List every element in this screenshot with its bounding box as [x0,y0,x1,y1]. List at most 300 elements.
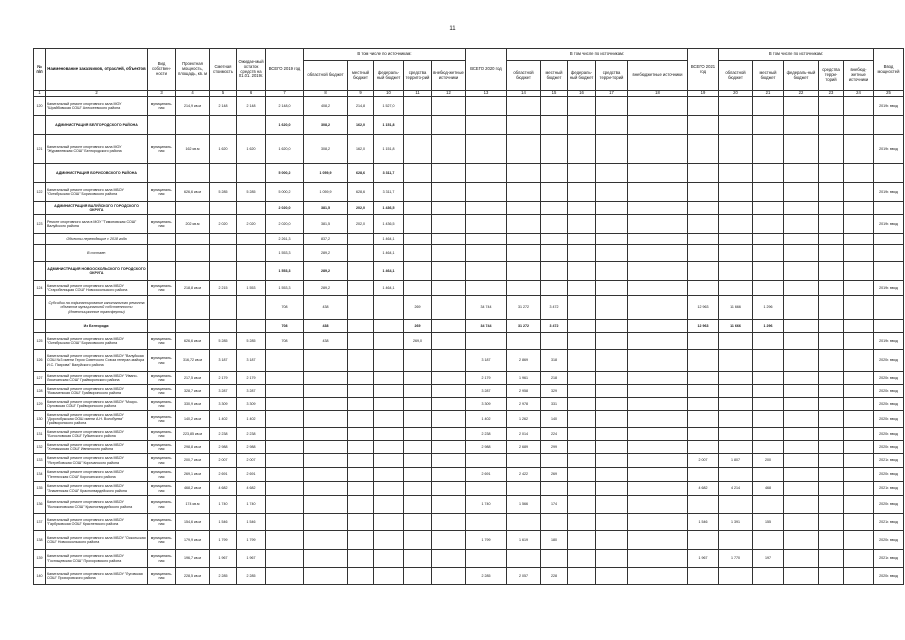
table-cell [541,202,568,215]
table-cell [568,514,596,531]
table-cell [784,531,819,550]
table-cell [568,398,596,411]
table-cell [507,514,541,531]
table-cell [874,245,904,262]
table-cell [348,454,374,468]
column-number-cell: 21 [753,91,784,97]
table-cell [432,428,466,441]
table-cell [348,262,374,281]
table-row [34,568,904,585]
table-cell: 224 [541,428,568,441]
table-cell [784,262,819,281]
table-cell [753,441,784,454]
table-cell [784,281,819,296]
table-cell [719,97,753,116]
table-cell [753,496,784,514]
table-row [34,482,904,496]
table-cell: 468 [753,482,784,496]
table-cell: 2 958 [507,385,541,398]
group-header-2021: В том числе по источникам: [719,49,874,61]
table-cell: 2 020,0 [266,215,304,234]
object-name-cell: Капитальный ремонт спортивного зала МБОУ "Оскольская СОШ" Новооскольского района [46,531,148,550]
table-cell: 2 238 [210,428,237,441]
table-cell [719,385,753,398]
table-cell [719,428,753,441]
object-name-cell: Капитальный ремонт спортивного зала МОУ "Журавлевская СОШ" Белгородского района [46,135,148,164]
table-cell [784,482,819,496]
table-cell [628,372,688,385]
table-cell [466,281,507,296]
table-cell: 1 402 [237,411,266,428]
table-cell [304,411,348,428]
table-cell: 2 238 [237,428,266,441]
table-cell [568,183,596,202]
table-cell [784,97,819,116]
table-cell [266,441,304,454]
table-cell [784,514,819,531]
column-number-cell: 17 [596,91,628,97]
table-row [34,372,904,385]
table-cell: 269,1 кв.м [176,468,210,482]
table-cell [628,135,688,164]
table-cell [507,281,541,296]
table-cell: 202,0 [348,202,374,215]
table-cell: 2 020,0 [266,202,304,215]
table-cell [784,135,819,164]
table-cell [507,454,541,468]
table-cell [784,550,819,568]
table-cell [237,296,266,320]
table-cell [688,215,719,234]
table-cell: 2 014 [507,428,541,441]
table-cell [266,385,304,398]
table-cell: 228 [541,568,568,585]
table-cell [466,215,507,234]
table-cell [176,296,210,320]
page-number: 11 [449,26,456,32]
table-cell [596,514,628,531]
table-cell: муниципаль-ная [148,550,176,568]
table-cell [348,550,374,568]
object-name-cell: Капитальный ремонт спортивного зала МБОУ "Луговская СОШ" Прохоровского района [46,568,148,585]
table-cell [596,135,628,164]
table-cell [404,202,432,215]
table-cell [404,398,432,411]
table-cell [466,116,507,135]
table-cell: 837,2 [304,234,348,245]
table-cell: 11 666 [719,320,753,333]
table-cell [844,97,874,116]
table-cell [568,202,596,215]
table-cell: 289,2 [304,262,348,281]
table-cell [753,281,784,296]
table-cell [568,428,596,441]
object-name-cell: АДМИНИСТРАЦИЯ БОРИСОВСКОГО РАЙОНА [46,164,148,183]
table-cell: 3 287 [466,385,507,398]
table-cell [819,164,844,183]
table-cell: 196,7 кв.м [176,550,210,568]
table-cell [844,183,874,202]
table-cell [844,550,874,568]
col-header-regional-2020: областной бюджет [507,61,541,91]
table-cell: 5 000,2 [266,164,304,183]
table-cell: 2 285 [466,568,507,585]
table-cell: 331 [541,398,568,411]
table-cell [819,116,844,135]
table-cell [541,514,568,531]
table-cell: 11 666 [719,296,753,320]
table-cell [541,454,568,468]
table-cell [507,234,541,245]
table-cell [568,411,596,428]
table-cell: муниципаль-ная [148,97,176,116]
table-cell: 381,5 [304,215,348,234]
table-cell: 1 770 [719,550,753,568]
table-cell: 197 [753,550,784,568]
table-cell [596,234,628,245]
table-cell: 2020г. ввод [874,568,904,585]
table-cell: 137 [34,514,46,531]
table-cell: 2 988 [466,441,507,454]
table-cell [348,245,374,262]
table-cell [753,164,784,183]
table-cell [266,454,304,468]
table-cell [596,454,628,468]
column-number-cell: 23 [819,91,844,97]
table-cell [753,97,784,116]
table-cell [507,135,541,164]
table-cell: 133 [34,454,46,468]
table-cell: 2 007 [237,454,266,468]
table-cell [148,202,176,215]
table-cell [374,454,404,468]
table-cell: 128 [34,385,46,398]
table-cell [404,262,432,281]
table-row [34,531,904,550]
table-cell [176,202,210,215]
table-cell [568,454,596,468]
table-cell [237,202,266,215]
table-cell: 2020г. ввод [874,411,904,428]
table-cell: 4 682 [210,482,237,496]
table-cell [819,333,844,350]
table-row [34,468,904,482]
table-cell [688,262,719,281]
table-cell [432,531,466,550]
table-cell [688,385,719,398]
table-cell [404,245,432,262]
column-number-cell: 12 [432,91,466,97]
table-cell [404,350,432,372]
table-cell [266,350,304,372]
table-cell [432,398,466,411]
table-cell [348,320,374,333]
table-cell: 2 148 [237,97,266,116]
table-cell [266,482,304,496]
col-header-local-2020: местный бюджет [541,61,568,91]
table-cell [432,496,466,514]
table-cell: 1 799 [466,531,507,550]
table-section-row [34,296,904,320]
table-cell [874,320,904,333]
object-name-cell: Капитальный ремонт спортивного зала МБОУ "Знаменская СОШ" Красногвардейского района [46,482,148,496]
table-cell [34,296,46,320]
table-cell [404,454,432,468]
table-cell: 269 [404,296,432,320]
table-cell [819,262,844,281]
table-cell [432,550,466,568]
table-cell [874,296,904,320]
table-cell: 1 807 [719,454,753,468]
table-cell: 2 057 [507,568,541,585]
table-cell [784,296,819,320]
table-cell: 2 007 [210,454,237,468]
table-cell [688,372,719,385]
table-cell: 318 [541,350,568,372]
table-cell [374,372,404,385]
table-row [34,441,904,454]
table-cell [844,281,874,296]
table-cell [753,234,784,245]
table-cell [176,116,210,135]
table-cell [719,333,753,350]
table-cell: 5 000,2 [266,183,304,202]
table-cell: 214,8 [348,97,374,116]
table-cell [148,320,176,333]
table-cell [688,468,719,482]
table-cell: 628,6 [348,164,374,183]
table-cell [432,568,466,585]
table-cell [176,234,210,245]
table-cell [719,441,753,454]
column-number-cell: 11 [404,91,432,97]
table-cell [784,496,819,514]
table-cell [466,164,507,183]
table-cell [237,245,266,262]
table-cell [466,234,507,245]
table-cell [688,398,719,411]
col-header-total-2020: ВСЕГО 2020 год [466,49,507,91]
table-cell [719,234,753,245]
table-cell [784,333,819,350]
table-cell [596,320,628,333]
col-header-territory-2019: средства террито-рий [404,61,432,91]
table-cell [628,385,688,398]
column-number-cell: 16 [568,91,596,97]
table-section-row [34,116,904,135]
table-cell [148,234,176,245]
table-cell [304,496,348,514]
table-cell [568,135,596,164]
table-cell [210,262,237,281]
table-cell [507,333,541,350]
table-cell [819,428,844,441]
table-cell [432,441,466,454]
table-cell [628,97,688,116]
table-cell: 269 [541,468,568,482]
table-cell [568,320,596,333]
table-cell [304,482,348,496]
table-cell [348,372,374,385]
table-cell: 3 472 [541,296,568,320]
table-cell: 2 148,0 [266,97,304,116]
table-cell [719,531,753,550]
table-cell [507,550,541,568]
table-cell [304,385,348,398]
col-header-total-2019: ВСЕГО 2019 год [266,49,304,91]
table-cell [819,135,844,164]
table-cell: 329 [541,385,568,398]
col-header-federal-2019: федераль-ный бюджет [374,61,404,91]
table-cell [466,97,507,116]
table-cell [628,411,688,428]
table-cell [404,372,432,385]
table-cell [844,164,874,183]
table-cell: 2 285 [237,568,266,585]
table-cell [404,468,432,482]
table-cell: 2020г. ввод [874,398,904,411]
table-cell [596,333,628,350]
col-header-territory-2020: средства терри-торий [596,61,628,91]
table-cell [541,116,568,135]
table-cell: 1 059,9 [304,183,348,202]
table-cell [688,183,719,202]
table-cell [628,468,688,482]
table-cell [304,398,348,411]
table-cell [628,320,688,333]
column-number-cell: 6 [237,91,266,97]
table-cell: 2020г. ввод [874,350,904,372]
table-cell: муниципаль-ная [148,454,176,468]
object-name-cell: Ремонт спортивного зала в МОУ "Тимоновская СОШ" Валуйского района [46,215,148,234]
table-cell [784,454,819,468]
table-cell [568,350,596,372]
table-cell: 2 978 [507,398,541,411]
table-cell [753,333,784,350]
table-cell [210,320,237,333]
table-cell: муниципаль-ная [148,468,176,482]
column-number-cell: 20 [719,91,753,97]
table-cell [819,398,844,411]
table-cell [374,482,404,496]
table-cell [507,202,541,215]
table-cell [719,568,753,585]
col-header-ownership: Вид собствен-ности [148,49,176,91]
table-cell [819,482,844,496]
table-cell [844,333,874,350]
table-cell [819,234,844,245]
table-cell [784,398,819,411]
col-header-balance: Ожидае-мый остаток средств на 01.01. 2019г. [237,49,266,91]
table-cell: 468,2 кв.м [176,482,210,496]
object-name-cell: Субсидии на софинансирование капитального ремонта объектов муниципальной собственности (Инвестиционные трансферты) [46,296,148,320]
table-cell [628,116,688,135]
table-cell: 131 [34,428,46,441]
table-cell [210,202,237,215]
table-cell [466,202,507,215]
table-cell: 125 [34,333,46,350]
table-cell [348,531,374,550]
table-cell [719,398,753,411]
table-cell [266,411,304,428]
object-name-cell: Капитальный ремонт спортивного зала МБОУ "Ястребовская СОШ" Корочанского района [46,454,148,468]
table-cell [348,385,374,398]
table-cell [304,350,348,372]
table-cell [404,116,432,135]
table-cell: 5 285 [210,333,237,350]
table-cell [348,398,374,411]
object-name-cell: Капитальный ремонт спортивного зала МБОУ "Ивано-Лисичанская СОШ" Грайворонского района [46,372,148,385]
table-cell: 1 391 [719,514,753,531]
table-cell: 138 [34,531,46,550]
table-cell [466,482,507,496]
table-cell: 123 [34,215,46,234]
table-cell: 162,0 [348,135,374,164]
table-cell [404,164,432,183]
table-row [34,281,904,296]
table-cell: 2 179 [466,372,507,385]
table-cell [628,441,688,454]
table-cell [628,350,688,372]
table-cell: 1 740 [210,496,237,514]
table-cell: 31 272 [507,320,541,333]
table-cell [688,202,719,215]
table-cell [628,482,688,496]
table-cell [819,372,844,385]
table-cell [628,514,688,531]
table-cell [374,320,404,333]
table-cell: 4 682 [237,482,266,496]
table-cell [819,350,844,372]
table-cell [348,482,374,496]
table-cell [374,350,404,372]
table-cell [819,568,844,585]
table-cell [266,514,304,531]
table-cell [304,372,348,385]
table-cell: 708 [266,333,304,350]
table-cell: 129 [34,398,46,411]
table-cell: 381,5 [304,202,348,215]
table-cell [844,116,874,135]
table-cell: 1 527,0 [374,97,404,116]
table-cell [432,245,466,262]
table-cell: 408,2 [304,97,348,116]
table-cell [753,428,784,441]
table-cell [466,183,507,202]
table-cell: 308,2 [304,116,348,135]
table-cell [210,116,237,135]
table-cell [348,428,374,441]
table-cell [568,245,596,262]
table-cell: 1 553,3 [266,245,304,262]
table-cell: 2 148 [210,97,237,116]
table-cell: 2021г. ввод [874,514,904,531]
table-cell: муниципаль-ная [148,385,176,398]
table-cell [34,164,46,183]
table-cell [844,514,874,531]
table-cell [374,296,404,320]
table-cell [507,164,541,183]
table-cell [210,234,237,245]
table-cell [568,262,596,281]
object-name-cell: Капитальный ремонт спортивного зала МБОУ "Дорогобужская ООШ имени А.Н. Волобуева" Грайворонского района [46,411,148,428]
table-cell [466,333,507,350]
table-cell: 298,8 кв.м [176,441,210,454]
table-cell [432,482,466,496]
table-cell: 155 [753,514,784,531]
table-cell: 2 215 [210,281,237,296]
table-cell [568,550,596,568]
